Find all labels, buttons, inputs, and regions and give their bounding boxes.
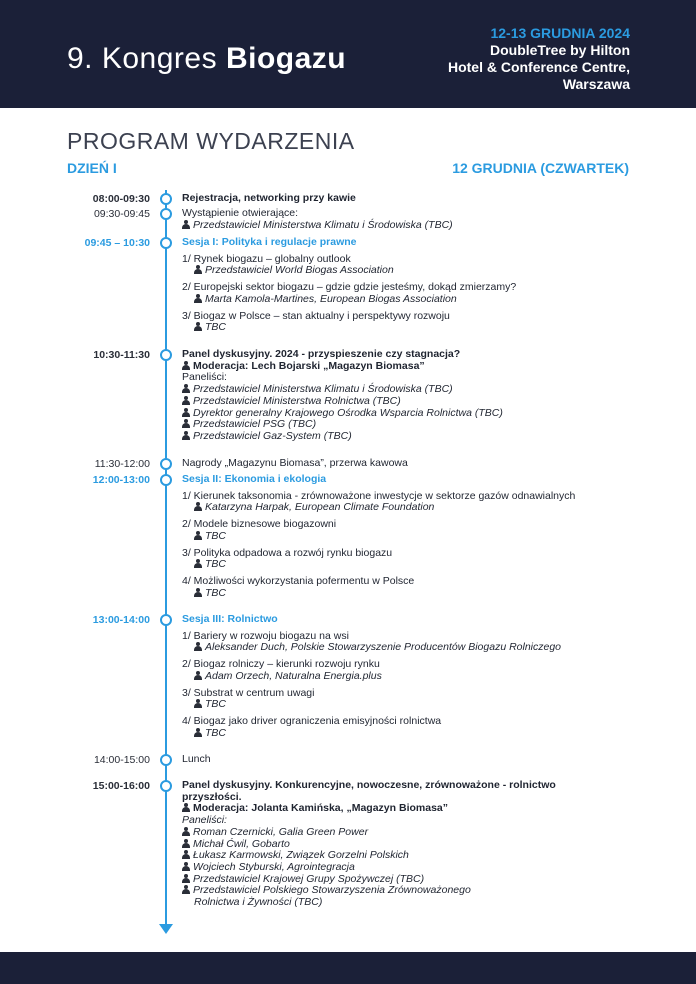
- line-text: TBC: [205, 529, 226, 542]
- entry-line: [182, 474, 642, 486]
- line-text: Paneliści:: [182, 371, 227, 384]
- line-text: 3/ Polityka odpadowa a rozwój rynku biogazu: [182, 546, 393, 559]
- line-text: Dyrektor generalny Krajowego Ośrodka Wsparcia Rolnictwa (TBC): [193, 406, 503, 419]
- entry-time: 09:45 – 10:30: [84, 237, 150, 249]
- speaker-line: [182, 803, 642, 815]
- entry-time: 14:00-15:00: [93, 754, 150, 766]
- line-text: Przedstawiciel World Biogas Association: [205, 264, 394, 277]
- timeline-dot-icon: [160, 754, 172, 766]
- line-text: TBC: [205, 726, 226, 739]
- program-title: PROGRAM WYDARZENIA: [67, 128, 355, 154]
- header-bar: [0, 0, 696, 108]
- line-text: 2/ Europejski sektor biogazu – gdzie gdzie jesteśmy, dokąd zmierzamy?: [182, 281, 517, 294]
- person-icon: [182, 431, 190, 440]
- line-text: Sesja I: Polityka i regulacje prawne: [182, 236, 357, 248]
- speaker-line: [182, 728, 642, 740]
- person-icon: [182, 885, 190, 894]
- line-text: Przedstawiciel PSG (TBC): [193, 418, 317, 431]
- speaker-line: [182, 642, 642, 654]
- line-text: Paneliści:: [182, 814, 227, 827]
- line-text: 2/ Modele biznesowe biogazowni: [182, 518, 337, 531]
- line-text: Rejestracja, networking przy kawie: [182, 192, 356, 204]
- line-text: Nagrody „Magazynu Biomasa”, przerwa kawowa: [182, 457, 408, 469]
- line-text: 4/ Możliwości wykorzystania pofermentu w Polsce: [182, 574, 415, 587]
- line-text: Przedstawiciel Ministerstwa Klimatu i Środowiska (TBC): [193, 383, 453, 396]
- entry-line: [182, 716, 642, 728]
- line-text: Panel dyskusyjny. 2024 - przyspieszenie czy stagnacja?: [182, 348, 461, 360]
- person-icon: [182, 419, 190, 428]
- person-icon: [194, 588, 202, 597]
- entry-line: [182, 519, 642, 531]
- event-date: 12-13 GRUDNIA 2024: [490, 25, 630, 41]
- congress-title: 9. Kongres Biogazu: [67, 42, 347, 75]
- entry-line: [182, 548, 642, 560]
- entry-line: [182, 780, 642, 792]
- person-icon: [182, 850, 190, 859]
- line-text: 1/ Rynek biogazu – globalny outlook: [182, 252, 351, 265]
- entry-line: [182, 897, 642, 909]
- line-text: TBC: [205, 586, 226, 599]
- entry-content: [182, 208, 642, 231]
- entry-time: 13:00-14:00: [92, 614, 150, 626]
- person-icon: [182, 408, 190, 417]
- line-text: TBC: [205, 558, 226, 571]
- line-text: Michał Ćwil, Gobarto: [193, 837, 290, 850]
- person-icon: [194, 642, 202, 651]
- entry-line: [182, 237, 642, 249]
- person-icon: [182, 862, 190, 871]
- person-icon: [182, 827, 190, 836]
- entry-line: [182, 458, 642, 470]
- timeline-dot-icon: [160, 474, 172, 486]
- person-icon: [182, 220, 190, 229]
- speaker-line: [182, 559, 642, 571]
- entry-line: [182, 311, 642, 323]
- entry-content: [182, 780, 642, 909]
- speaker-line: [182, 294, 642, 306]
- person-icon: [194, 699, 202, 708]
- timeline-dot-icon: [160, 193, 172, 205]
- line-text: Przedstawiciel Ministerstwa Rolnictwa (TBC): [193, 394, 401, 407]
- line-text: Przedstawiciel Krajowej Grupy Spożywczej (TBC): [193, 872, 425, 885]
- speaker-line: [182, 220, 642, 232]
- line-text: Przedstawiciel Polskiego Stowarzyszenia Zrównoważonego: [193, 884, 471, 897]
- entry-content: [182, 349, 642, 443]
- line-text: Aleksander Duch, Polskie Stowarzyszenie Producentów Biogazu Rolniczego: [205, 641, 562, 654]
- person-icon: [194, 671, 202, 680]
- person-icon: [194, 265, 202, 274]
- speaker-line: [182, 322, 642, 334]
- speaker-line: [182, 699, 642, 711]
- line-text: Przedstawiciel Gaz-System (TBC): [193, 429, 352, 442]
- venue-line: Hotel & Conference Centre,: [447, 59, 630, 75]
- line-text: Wystąpienie otwierające:: [182, 207, 299, 219]
- person-icon: [182, 396, 190, 405]
- speaker-line: [182, 361, 642, 373]
- line-text: 1/ Kierunek taksonomia - zrównoważone inwestycje w sektorze gazów odnawialnych: [182, 489, 576, 502]
- entry-time: 10:30-11:30: [93, 349, 150, 361]
- person-icon: [194, 502, 202, 511]
- speaker-line: [182, 588, 642, 600]
- entry-time: 08:00-09:30: [92, 193, 150, 205]
- line-text: 4/ Biogaz jako driver ograniczenia emisyjności rolnictwa: [182, 714, 442, 727]
- line-text: TBC: [205, 698, 226, 711]
- person-icon: [194, 294, 202, 303]
- entry-line: [182, 193, 642, 205]
- timeline-dot-icon: [160, 614, 172, 626]
- speaker-line: [182, 502, 642, 514]
- speaker-line: [182, 431, 642, 443]
- timeline-line: [165, 190, 167, 925]
- line-text: Moderacja: Lech Bojarski „Magazyn Biomasa”: [193, 359, 425, 372]
- person-icon: [194, 559, 202, 568]
- line-text: 3/ Substrat w centrum uwagi: [182, 686, 315, 699]
- line-text: 3/ Biogaz w Polsce – stan aktualny i perspektywy rozwoju: [182, 309, 450, 322]
- line-text: TBC: [205, 321, 226, 334]
- line-text: Przedstawiciel Ministerstwa Klimatu i Środowiska (TBC): [193, 218, 453, 231]
- person-icon: [194, 728, 202, 737]
- person-icon: [182, 361, 190, 370]
- line-text: Wojciech Styburski, Agrointegracja: [193, 860, 355, 873]
- entry-content: [182, 754, 642, 766]
- line-text: Panel dyskusyjny. Konkurencyjne, nowoczesne, zrównoważone - rolnictwo: [182, 779, 556, 791]
- line-text: Roman Czernicki, Galia Green Power: [193, 825, 369, 838]
- entry-time: 09:30-09:45: [93, 208, 150, 220]
- venue-line: Warszawa: [562, 76, 630, 92]
- line-text: Lunch: [182, 753, 211, 765]
- line-text: Łukasz Karmowski, Związek Gorzelni Polskich: [193, 849, 409, 862]
- timeline-dot-icon: [160, 780, 172, 792]
- entry-line: [182, 754, 642, 766]
- entry-line: [182, 688, 642, 700]
- person-icon: [182, 874, 190, 883]
- entry-content: [182, 193, 642, 205]
- speaker-line: [182, 265, 642, 277]
- line-text: 1/ Bariery w rozwoju biogazu na wsi: [182, 629, 349, 642]
- entry-line: [182, 576, 642, 588]
- person-icon: [194, 322, 202, 331]
- line-text: Sesja III: Rolnictwo: [182, 613, 278, 625]
- entry-time: 15:00-16:00: [92, 780, 150, 792]
- line-text: Rolnictwa i Żywności (TBC): [194, 896, 323, 909]
- timeline-dot-icon: [160, 349, 172, 361]
- event-info: [448, 25, 630, 93]
- day-date: 12 GRUDNIA (CZWARTEK): [452, 160, 629, 176]
- person-icon: [182, 384, 190, 393]
- speaker-line: [182, 671, 642, 683]
- entry-time: 12:00-13:00: [92, 474, 150, 486]
- speaker-line: [182, 531, 642, 543]
- line-text: przyszłości.: [182, 790, 242, 803]
- entry-time: 11:30-12:00: [94, 458, 150, 470]
- entry-content: [182, 474, 642, 599]
- entry-content: [182, 614, 642, 739]
- entry-line: [182, 614, 642, 626]
- line-text: 2/ Biogaz rolniczy – kierunki rozwoju rynku: [182, 658, 380, 671]
- person-icon: [182, 803, 190, 812]
- line-text: Marta Kamola-Martines, European Biogas Association: [205, 292, 457, 305]
- entry-content: [182, 237, 642, 334]
- entry-content: [182, 458, 642, 470]
- venue-line: DoubleTree by Hilton: [489, 42, 630, 58]
- timeline-dot-icon: [160, 208, 172, 220]
- line-text: Adam Orzech, Naturalna Energia.plus: [205, 669, 382, 682]
- person-icon: [182, 839, 190, 848]
- person-icon: [194, 531, 202, 540]
- line-text: Katarzyna Harpak, European Climate Foundation: [205, 501, 435, 514]
- footer-bar: [0, 952, 696, 984]
- line-text: Sesja II: Ekonomia i ekologia: [182, 473, 327, 485]
- line-text: Moderacja: Jolanta Kamińska, „Magazyn Biomasa”: [193, 802, 448, 815]
- timeline-dot-icon: [160, 458, 172, 470]
- timeline-arrow-icon: [159, 924, 173, 934]
- timeline-dot-icon: [160, 237, 172, 249]
- day-label: DZIEŃ I: [67, 160, 117, 176]
